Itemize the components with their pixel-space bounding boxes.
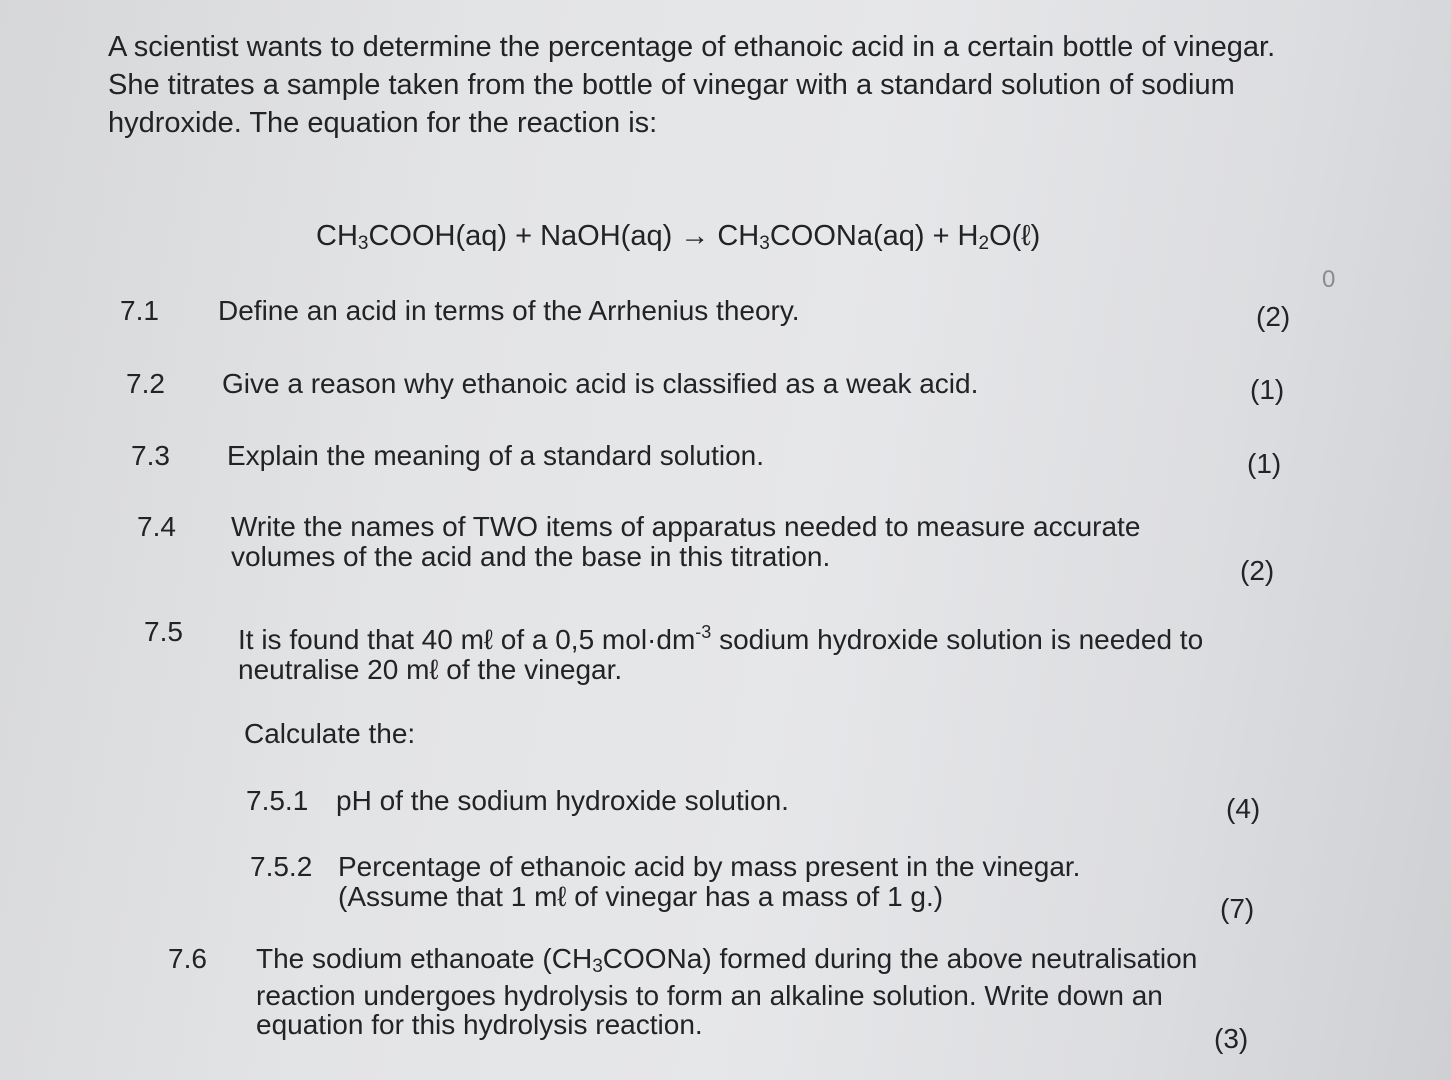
question-number: 7.2	[126, 368, 165, 399]
question-marks: (2)	[1256, 301, 1291, 332]
question-text: Define an acid in terms of the Arrhenius theory.	[218, 295, 800, 326]
question-marks: (2)	[1240, 555, 1275, 586]
question-marks: (1)	[1250, 374, 1285, 405]
question-text-line-2: (Assume that 1 mℓ of vinegar has a mass of 1 g.)	[338, 881, 944, 912]
intro-line-1: A scientist wants to determine the percentage of ethanoic acid in a certain bottle of vinegar.	[108, 31, 1276, 63]
question-text-line-3: equation for this hydrolysis reaction.	[256, 1009, 703, 1040]
calculate-prompt: Calculate the:	[244, 718, 416, 749]
question-number: 7.5	[144, 616, 183, 647]
question-text-line-2: volumes of the acid and the base in this titration.	[231, 541, 831, 572]
question-marks: (1)	[1247, 448, 1282, 479]
question-7-2	[126, 369, 1326, 409]
question-number: 7.4	[137, 511, 176, 542]
question-text-line-1: Write the names of TWO items of apparatus needed to measure accurate	[231, 511, 1141, 542]
question-text-line-2: reaction undergoes hydrolysis to form an alkaline solution. Write down an	[256, 980, 1163, 1011]
question-number: 7.5.2	[250, 851, 313, 882]
question-7-4	[137, 512, 1337, 592]
question-text-line-1: The sodium ethanoate $(CH_3COONa)$ formed during the above neutralisation	[256, 943, 1198, 977]
intro-paragraph	[108, 28, 1328, 142]
question-number: 7.5.1	[246, 785, 309, 816]
reaction-equation: $CH_3COOH(aq)$ + NaOH(aq) → $CH_3COONa(aq)$ + $H_2O(\ell)$	[316, 220, 1041, 254]
question-7-1	[120, 296, 1320, 336]
stray-mark: 0	[1322, 266, 1336, 293]
question-7-6	[168, 944, 1368, 1054]
question-7-3	[131, 441, 1331, 481]
question-number: 7.1	[120, 295, 159, 326]
question-7-5-1	[246, 786, 1346, 826]
question-marks: (4)	[1226, 793, 1261, 824]
question-marks: (3)	[1214, 1023, 1249, 1054]
question-text: Explain the meaning of a standard solution.	[227, 440, 765, 471]
question-7-5-2	[250, 852, 1350, 932]
question-marks: (7)	[1220, 893, 1255, 924]
intro-line-2: She titrates a sample taken from the bottle of vinegar with a standard solution of sodium hydroxide. The equation for the reaction is:	[108, 69, 1235, 139]
question-text-line-2: neutralise 20 mℓ of the vinegar.	[238, 654, 623, 685]
question-text: pH of the sodium hydroxide solution.	[336, 785, 789, 816]
question-number: 7.6	[168, 943, 207, 974]
question-text-line-1: Percentage of ethanoic acid by mass present in the vinegar.	[338, 851, 1081, 882]
question-text-line-1: It is found that 40 mℓ of a 0,5 $mol\cdot dm^{-3}$ sodium hydroxide solution is needed to	[238, 622, 1204, 655]
question-7-5	[144, 617, 1344, 747]
question-text: Give a reason why ethanoic acid is classified as a weak acid.	[222, 368, 979, 399]
question-number: 7.3	[131, 440, 170, 471]
